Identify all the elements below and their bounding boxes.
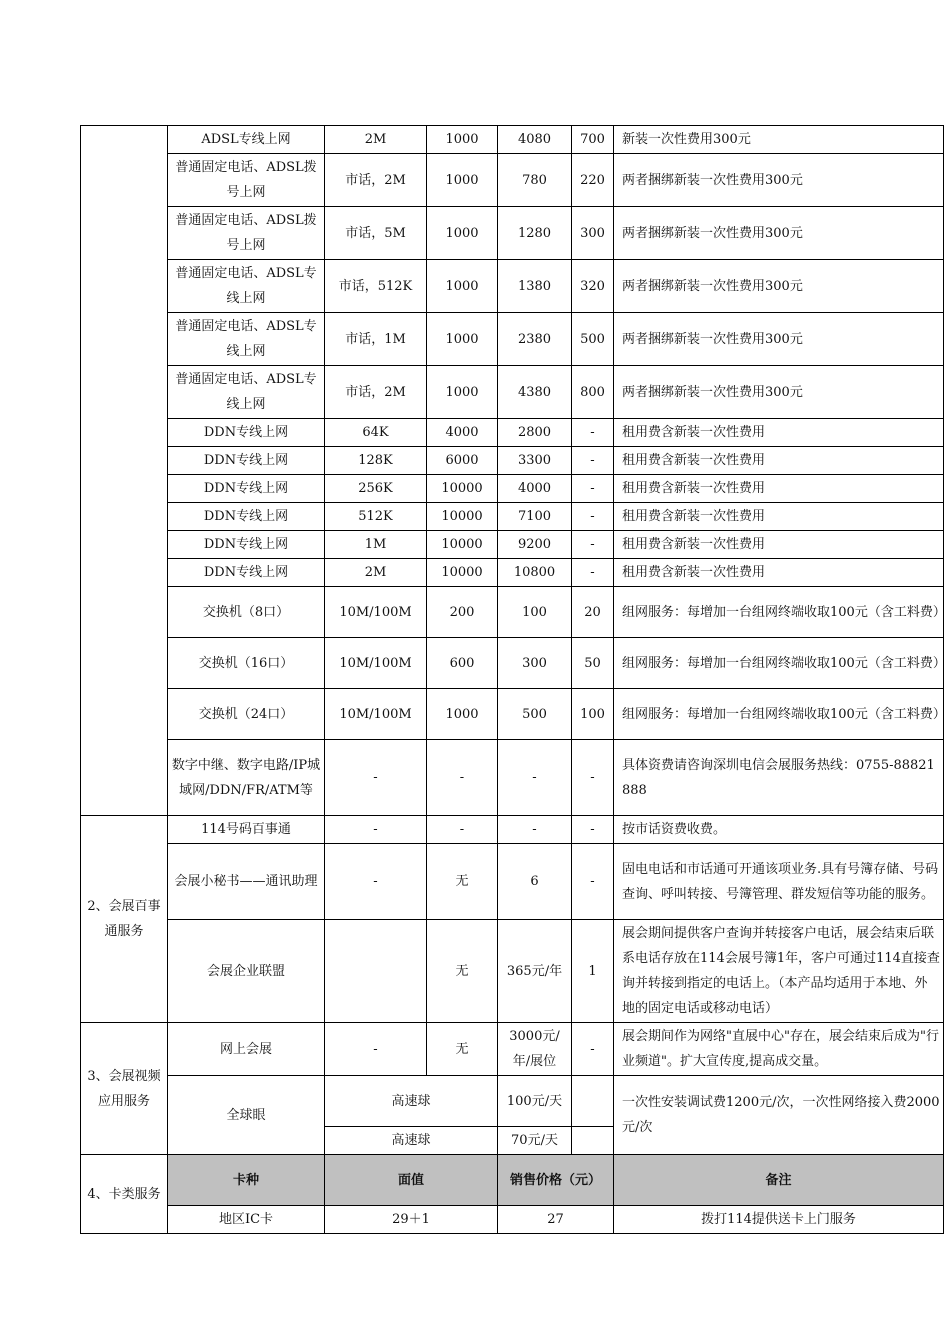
extra-cell: 220	[572, 154, 614, 207]
service-name-cell: DDN专线上网	[168, 419, 325, 447]
deposit-cell: 600	[427, 638, 498, 689]
service-name-cell: DDN专线上网	[168, 559, 325, 587]
deposit-cell: 4000	[427, 419, 498, 447]
table-body	[81, 126, 944, 1234]
table-row	[81, 587, 944, 638]
table-row	[81, 689, 944, 740]
deposit-cell: 10000	[427, 531, 498, 559]
fee-cell: 6	[498, 844, 572, 920]
note-cell: 按市话资费收费。	[614, 816, 944, 844]
fee-cell: 2380	[498, 313, 572, 366]
service-name-cell: 网上会展	[168, 1023, 325, 1076]
extra-cell: -	[572, 559, 614, 587]
deposit-cell: 200	[427, 587, 498, 638]
note-cell: 两者捆绑新装一次性费用300元	[614, 313, 944, 366]
fee-cell: 300	[498, 638, 572, 689]
fee-cell: 4000	[498, 475, 572, 503]
service-name-cell: 普通固定电话、ADSL拨号上网	[168, 154, 325, 207]
spec-cell: 1M	[325, 531, 427, 559]
fee-cell: 7100	[498, 503, 572, 531]
note-cell: 租用费含新装一次性费用	[614, 419, 944, 447]
table-row	[81, 154, 944, 207]
fee-cell: 365元/年	[498, 920, 572, 1023]
deposit-cell: 无	[427, 844, 498, 920]
deposit-cell: -	[427, 816, 498, 844]
spec-cell: -	[325, 740, 427, 816]
extra-cell: -	[572, 816, 614, 844]
service-name-cell: ADSL专线上网	[168, 126, 325, 154]
spec-cell: 10M/100M	[325, 689, 427, 740]
table-row	[81, 920, 944, 1023]
section-3-title: 3、会展视频应用服务	[81, 1023, 168, 1155]
extra-cell: 100	[572, 689, 614, 740]
deposit-cell: 10000	[427, 503, 498, 531]
service-price-table	[80, 125, 944, 1234]
deposit-cell: 10000	[427, 559, 498, 587]
fee-cell: 3000元/年/展位	[498, 1023, 572, 1076]
fee-cell: 780	[498, 154, 572, 207]
note-cell: 租用费含新装一次性费用	[614, 531, 944, 559]
extra-cell	[572, 1076, 614, 1127]
spec-cell: 2M	[325, 126, 427, 154]
service-name-cell: 114号码百事通	[168, 816, 325, 844]
fee-cell: 2800	[498, 419, 572, 447]
table-row	[81, 366, 944, 419]
fee-cell: 4380	[498, 366, 572, 419]
spec-cell: 高速球	[325, 1076, 498, 1127]
fee-cell: 3300	[498, 447, 572, 475]
table-row	[81, 419, 944, 447]
service-name-cell: 普通固定电话、ADSL专线上网	[168, 260, 325, 313]
table-row	[81, 844, 944, 920]
extra-cell: -	[572, 475, 614, 503]
spec-cell: 市话，512K	[325, 260, 427, 313]
fee-cell: 4080	[498, 126, 572, 154]
deposit-cell: 无	[427, 1023, 498, 1076]
service-name-cell: 交换机（8口）	[168, 587, 325, 638]
service-name-cell: 会展小秘书——通讯助理	[168, 844, 325, 920]
fee-cell: -	[498, 816, 572, 844]
note-cell: 新装一次性费用300元	[614, 126, 944, 154]
spec-cell: 10M/100M	[325, 587, 427, 638]
table-row	[81, 1076, 944, 1127]
column-header-note: 备注	[614, 1155, 944, 1206]
extra-cell: 20	[572, 587, 614, 638]
table-row	[81, 503, 944, 531]
section-1-category-cell	[81, 126, 168, 816]
table-row	[81, 207, 944, 260]
card-header-row	[81, 1155, 944, 1206]
service-name-cell: 全球眼	[168, 1076, 325, 1155]
spec-cell: 市话，5M	[325, 207, 427, 260]
spec-cell: 256K	[325, 475, 427, 503]
fee-cell: 1380	[498, 260, 572, 313]
table-row	[81, 475, 944, 503]
spec-cell: 512K	[325, 503, 427, 531]
fee-cell: 10800	[498, 559, 572, 587]
fee-cell: 1280	[498, 207, 572, 260]
spec-cell: 64K	[325, 419, 427, 447]
table-row	[81, 531, 944, 559]
note-cell: 固电电话和市话通可开通该项业务.具有号簿存储、号码查询、呼叫转接、号簿管理、群发短信等功能的服务。	[614, 844, 944, 920]
extra-cell: -	[572, 844, 614, 920]
note-cell: 租用费含新装一次性费用	[614, 447, 944, 475]
note-cell: 两者捆绑新装一次性费用300元	[614, 366, 944, 419]
deposit-cell: -	[427, 740, 498, 816]
sale-price-cell: 27	[498, 1206, 614, 1234]
extra-cell: -	[572, 419, 614, 447]
extra-cell: 300	[572, 207, 614, 260]
service-name-cell: 交换机（24口）	[168, 689, 325, 740]
note-cell: 组网服务：每增加一台组网终端收取100元（含工料费）	[614, 587, 944, 638]
extra-cell: -	[572, 1023, 614, 1076]
extra-cell: -	[572, 447, 614, 475]
extra-cell: 500	[572, 313, 614, 366]
table-row	[81, 638, 944, 689]
table-row	[81, 559, 944, 587]
deposit-cell: 1000	[427, 154, 498, 207]
note-cell: 一次性安装调试费1200元/次，一次性网络接入费2000元/次	[614, 1076, 944, 1155]
note-cell: 组网服务：每增加一台组网终端收取100元（含工料费）	[614, 689, 944, 740]
note-cell: 两者捆绑新装一次性费用300元	[614, 207, 944, 260]
column-header-card: 卡种	[168, 1155, 325, 1206]
card-type-cell: 地区IC卡	[168, 1206, 325, 1234]
note-cell: 两者捆绑新装一次性费用300元	[614, 260, 944, 313]
deposit-cell: 1000	[427, 126, 498, 154]
service-name-cell: 交换机（16口）	[168, 638, 325, 689]
spec-cell: 高速球	[325, 1127, 498, 1155]
column-header-value: 面值	[325, 1155, 498, 1206]
note-cell: 展会期间提供客户查询并转接客户电话，展会结束后联系电话存放在114会展号簿1年，客户可通过114直接查询并转接到指定的电话上。（本产品均适用于本地、外地的固定电话或移动电话）	[614, 920, 944, 1023]
table-row	[81, 816, 944, 844]
deposit-cell: 无	[427, 920, 498, 1023]
fee-cell: 70元/天	[498, 1127, 572, 1155]
spec-cell: -	[325, 844, 427, 920]
deposit-cell: 1000	[427, 207, 498, 260]
service-name-cell: DDN专线上网	[168, 531, 325, 559]
note-cell: 两者捆绑新装一次性费用300元	[614, 154, 944, 207]
spec-cell: 市话，2M	[325, 366, 427, 419]
deposit-cell: 1000	[427, 260, 498, 313]
service-name-cell: 普通固定电话、ADSL专线上网	[168, 366, 325, 419]
spec-cell: 10M/100M	[325, 638, 427, 689]
note-cell: 展会期间作为网络"直展中心"存在，展会结束后成为"行业频道"。扩大宣传度,提高成交量。	[614, 1023, 944, 1076]
note-cell: 组网服务：每增加一台组网终端收取100元（含工料费）	[614, 638, 944, 689]
extra-cell: 1	[572, 920, 614, 1023]
note-cell: 租用费含新装一次性费用	[614, 559, 944, 587]
table-row	[81, 447, 944, 475]
fee-cell: 100元/天	[498, 1076, 572, 1127]
spec-cell: 市话，1M	[325, 313, 427, 366]
extra-cell: -	[572, 531, 614, 559]
table-row	[81, 260, 944, 313]
spec-cell: 128K	[325, 447, 427, 475]
note-cell: 租用费含新装一次性费用	[614, 503, 944, 531]
extra-cell: -	[572, 740, 614, 816]
service-name-cell: 数字中继、数字电路/IP城域网/DDN/FR/ATM等	[168, 740, 325, 816]
deposit-cell: 1000	[427, 366, 498, 419]
table-row	[81, 313, 944, 366]
service-name-cell: 普通固定电话、ADSL专线上网	[168, 313, 325, 366]
spec-cell: 2M	[325, 559, 427, 587]
table-row	[81, 1206, 944, 1234]
service-name-cell: 普通固定电话、ADSL拨号上网	[168, 207, 325, 260]
table-row	[81, 126, 944, 154]
extra-cell: 800	[572, 366, 614, 419]
extra-cell: 320	[572, 260, 614, 313]
face-value-cell: 29＋1	[325, 1206, 498, 1234]
spec-cell	[325, 920, 427, 1023]
fee-cell: -	[498, 740, 572, 816]
deposit-cell: 1000	[427, 689, 498, 740]
service-name-cell: DDN专线上网	[168, 447, 325, 475]
spec-cell: 市话，2M	[325, 154, 427, 207]
spec-cell: -	[325, 1023, 427, 1076]
extra-cell: -	[572, 503, 614, 531]
deposit-cell: 10000	[427, 475, 498, 503]
note-cell: 具体资费请咨询深圳电信会展服务热线：0755-88821888	[614, 740, 944, 816]
table-row	[81, 740, 944, 816]
deposit-cell: 6000	[427, 447, 498, 475]
table-row	[81, 1023, 944, 1076]
section-2-title: 2、会展百事通服务	[81, 816, 168, 1023]
column-header-price: 销售价格（元）	[498, 1155, 614, 1206]
fee-cell: 100	[498, 587, 572, 638]
extra-cell: 50	[572, 638, 614, 689]
fee-cell: 9200	[498, 531, 572, 559]
fee-cell: 500	[498, 689, 572, 740]
deposit-cell: 1000	[427, 313, 498, 366]
service-name-cell: 会展企业联盟	[168, 920, 325, 1023]
note-cell: 拨打114提供送卡上门服务	[614, 1206, 944, 1234]
section-4-title: 4、卡类服务	[81, 1155, 168, 1234]
service-name-cell: DDN专线上网	[168, 503, 325, 531]
extra-cell: 700	[572, 126, 614, 154]
service-name-cell: DDN专线上网	[168, 475, 325, 503]
spec-cell: -	[325, 816, 427, 844]
note-cell: 租用费含新装一次性费用	[614, 475, 944, 503]
extra-cell	[572, 1127, 614, 1155]
